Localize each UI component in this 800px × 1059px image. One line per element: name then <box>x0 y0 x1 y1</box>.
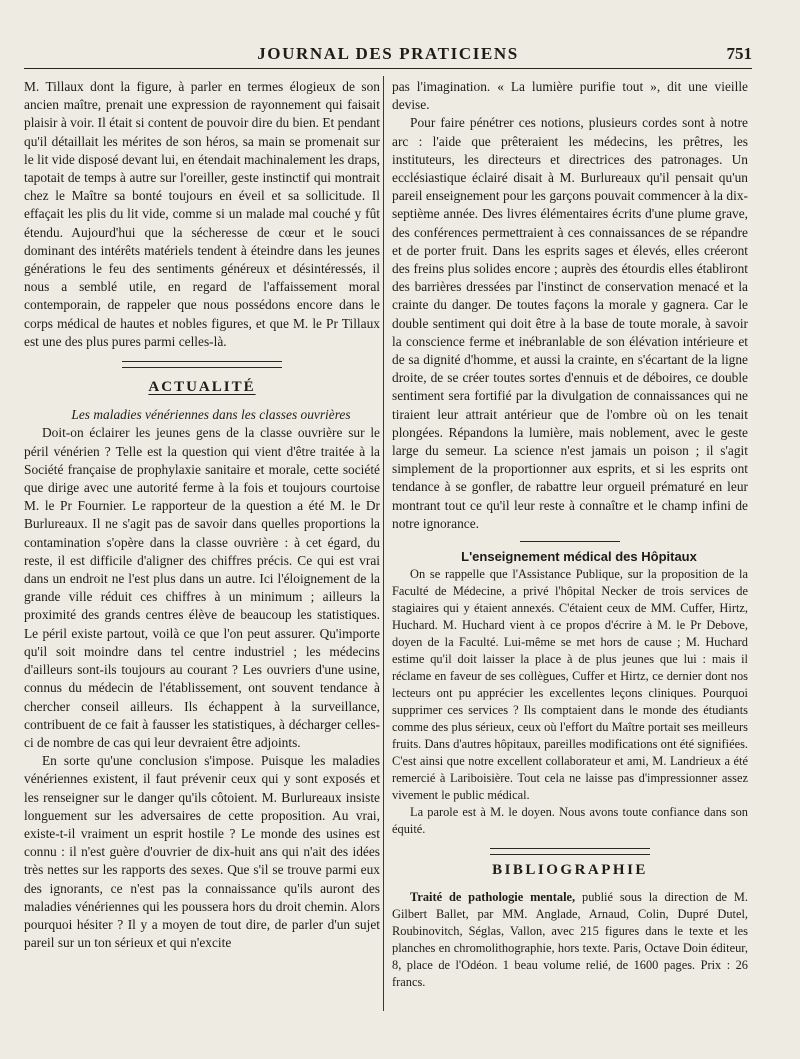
left-column <box>24 78 380 1038</box>
column-divider <box>383 76 384 1011</box>
bibliography-entry <box>392 889 748 991</box>
section-subtitle: Les maladies vénériennes dans les classes ouvrières <box>71 407 351 423</box>
article-paragraph: On se rappelle que l'Assistance Publique, sur la proposition de la Faculté de Médecine, a privé l'hôpital Necker de trois services de stagiaires qui y étaient annexés. C'étaient ceux de MM. Cuffer, Hirtz, Huchard. M. Huchard vient à ce propos d'écrire à M. le Pr Debove, doyen de la Faculté. Lui-même se met hors de cause ; M. Huchard estime qu'il doit laisser la place à de plus jeunes que lui : mais il réclame en faveur de ses collègues, Cuffer et Hirtz, ce dernier dont nos lecteurs ont pu apprécier les excellentes leçons cliniques. Pourquoi supprimer ces services ? Ils comptaient dans le monde des étudiants comme des plus sérieux, ceux où l'effort du Maître portait ses meilleurs fruits. Dans d'autres hôpitaux, pareilles modifications ont été signifiées. C'est ainsi que notre excellent collaborateur et ami, M. Landrieux a été remercié à Lariboisière. Tout cela ne laisse pas d'impressionner assez vivement le public médical. <box>392 567 748 803</box>
section-divider <box>122 361 282 368</box>
section-title-actualite: ACTUALITÉ <box>148 379 256 396</box>
section-divider <box>520 541 620 542</box>
article-paragraph-continued: pas l'imagination. « La lumière purifie tout », dit une vieille devise. <box>392 79 748 113</box>
section-divider <box>490 848 650 855</box>
article-paragraph: Doit-on éclairer les jeunes gens de la classe ouvrière sur le péril vénérien ? Telle est la question qui vient d'être traitée à la Société française de prophylaxie sanitaire et morale, cette société que dirige avec une autorité ferme à la fois et toujours courtoise M. le Pr Fournier. Le rapporteur de la question a été M. le Dr Burlureaux. Il ne s'agit pas de savoir dans quelles proportions la contamination s'opère dans la classe ouvrière : à cet égard, du reste, il est difficile d'aligner des chiffres précis. Ce qui est vrai dans un endroit ne l'est plus dans un autre. Ici l'éloignement de la grande ville réduit ces chiffres à un minimum ; ailleurs la proximité des grands centres élève de beaucoup les statistiques. Le péril existe partout, voilà ce que l'on peut assurer. Qu'importe qu'il soit moindre dans tel centre industriel ; les médecins d'ailleurs sont-ils toujours au courant ? Les ouvriers d'une usine, connus du médecin de l'établissement, ont souvent tendance à chercher conseil ailleurs. Ils échappent à la surveillance, contribuent de ce fait à fausser les statistiques, à décharger celles-ci de nombre de cas qui leur devraient être adjoints. <box>24 425 380 750</box>
intro-paragraph: M. Tillaux dont la figure, à parler en termes élogieux de son ancien maître, prenait une expression de rayonnement qui faisait plaisir à voir. Il était si content de pouvoir dire du bien. Et pendant qu'il détaillait les mérites de son héros, sa main se promenait sur le lit vide disposé devant lui, en étendait machinalement les draps, tapotait de temps à autre sur l'oreiller, geste instinctif qui montrait chez le Maître sa bonté toujours en éveil et sa sollicitude. Il effaçait les plis du lit vide, comme si un malade mal couché y fût étendu. Aujourd'hui que la sécheresse de cœur et le souci dominant des intérêts matériels tendent à éteindre dans les jeunes générations le feu des sentiments généreux et désintéressés, il nous a semblé utile, en regard de l'affaissement moral contemporain, de rappeler que nous possédons encore dans le corps médical de hautes et nobles figures, et que M. le Pr Tillaux est une des plus pures parmi celles-là. <box>24 79 380 349</box>
section-title-enseignement: L'enseignement médical des Hôpitaux <box>461 549 697 565</box>
journal-title: JOURNAL DES PRATICIENS <box>257 44 519 63</box>
article-paragraph: En sorte qu'une conclusion s'impose. Puisque les maladies vénériennes existent, il faut prévenir ceux qui y sont exposés et les renseigner sur le danger qu'ils côtoient. M. Burlureaux insiste longuement sur les adversaires de cette proposition. Au vrai, existe-t-il vraiment un esprit hostile ? Le monde des usines est connu : il n'est guère d'ouvrier de dix-huit ans qui n'ait des idées très nettes sur les rapports des sexes. Que s'il se trouve parmi eux des ignorants, ce n'est pas la connaissance qu'ils auront des maladies vénériennes qui les poussera hors du droit chemin. Alors pourquoi hésiter ? Il y a moyen de tout dire, de parler d'un sujet pareil sur un ton sérieux et qui n'excite <box>24 753 380 951</box>
section-title-bibliographie: BIBLIOGRAPHIE <box>492 862 648 879</box>
bibliography-entry-title: Traité de pathologie mentale, <box>410 890 576 905</box>
running-header <box>24 40 752 69</box>
page-number: 751 <box>726 44 752 63</box>
bibliography-entry-text: publié sous la direction de M. Gilbert Ballet, par MM. Anglade, Arnaud, Colin, Dupré Dutel, Roubinovitch, Séglas, Vallon, avec 215 figures dans le texte et les planches en chromolithographie, hors texte. Paris, Octave Doin éditeur, 8, place de l'Odéon. 1 beau volume relié, de 1600 pages. Prix : 26 francs. <box>392 890 748 990</box>
right-column <box>392 78 748 1038</box>
article-paragraph: La parole est à M. le doyen. Nous avons toute confiance dans son équité. <box>392 805 748 837</box>
article-paragraph: Pour faire pénétrer ces notions, plusieurs cordes sont à notre arc : l'aide que prêteraient les médecins, les prêtres, les instituteurs, les directeurs et directrices des patronages. Un ecclésiastique éclairé disait à M. Burlureaux qu'il pensait qu'un pareil enseignement pour les garçons pouvait commencer à la dix-septième année. Des livres élémentaires écrits d'une plume grave, des conférences permettraient à ces connaissances de se répandre et de porter fruit. Dans les esprits sages et élevés, elles créeront des freins plus solides encore ; auprès des étourdis elles établiront des barrières dressées par l'instinct de conservation menacé et la crainte du danger. De toutes façons la morale y gagnera. Car le double sentiment qui doit être à la base de toute morale, à savoir la conscience ferme et inébranlable de son élévation intérieure et de sa dignité d'homme, et aussi la crainte, en s'écartant de la ligne droite, de se créer toutes sortes d'ennuis et de déboires, ce double sentiment sera fortifié par la divulgation de connaissances qui ne tiraient leur attrait antérieur que de l'ombre où on les tenait plongées. Répandons la lumière, mais noblement, avec le geste large du semeur. La science n'est jamais un poison ; il s'agit simplement de la proportionner aux esprits, et si les esprits ont tendance à se gonfler, de rabattre leur orgueil prématuré en leur montrant tout ce qu'il leur reste à connaître et le champ infini de notre ignorance. <box>392 115 748 531</box>
